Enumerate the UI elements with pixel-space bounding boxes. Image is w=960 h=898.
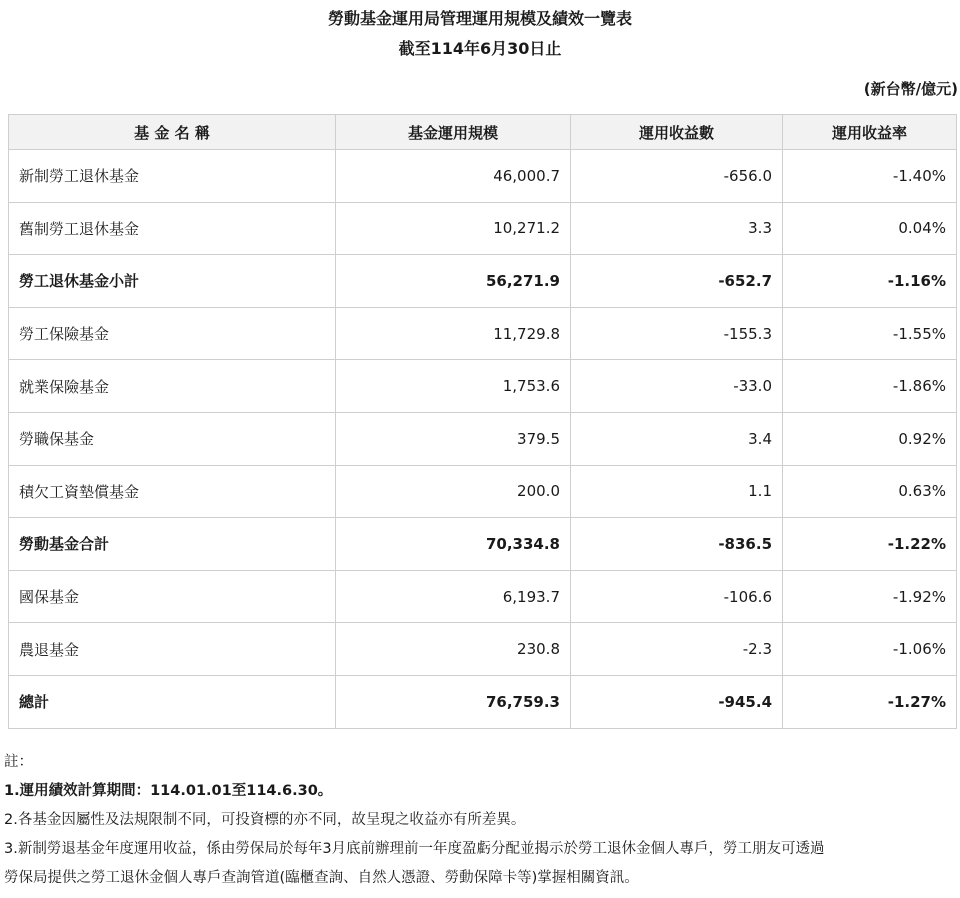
income-cell: -945.4 [571, 675, 783, 728]
scale-cell: 46,000.7 [336, 150, 571, 203]
table-row [9, 570, 957, 623]
scale-cell: 200.0 [336, 465, 571, 518]
fund-name-cell: 新制勞工退休基金 [9, 150, 336, 203]
table-row [9, 255, 957, 308]
rate-cell: 0.92% [783, 412, 957, 465]
column-header-scale: 基金運用規模 [336, 115, 571, 150]
rate-cell: -1.06% [783, 623, 957, 676]
scale-cell: 6,193.7 [336, 570, 571, 623]
table-header-row [9, 115, 957, 150]
scale-cell: 379.5 [336, 412, 571, 465]
table-row [9, 675, 957, 728]
income-cell: -106.6 [571, 570, 783, 623]
rate-cell: -1.86% [783, 360, 957, 413]
notes-heading: 註： [4, 754, 33, 770]
column-header-rate: 運用收益率 [783, 115, 957, 150]
fund-name-cell: 就業保險基金 [9, 360, 336, 413]
fund-name-cell: 舊制勞工退休基金 [9, 202, 336, 255]
income-cell: 1.1 [571, 465, 783, 518]
table-row [9, 307, 957, 360]
unit-label: (新台幣/億元) [863, 80, 958, 98]
income-cell: -652.7 [571, 255, 783, 308]
notes-section [4, 748, 960, 893]
income-cell: -155.3 [571, 307, 783, 360]
fund-table [8, 114, 957, 729]
column-header-fund-name: 基 金 名 稱 [9, 115, 336, 150]
income-cell: 3.4 [571, 412, 783, 465]
fund-name-cell: 勞工保險基金 [9, 307, 336, 360]
table-row [9, 623, 957, 676]
rate-cell: -1.92% [783, 570, 957, 623]
fund-name-cell: 積欠工資墊償基金 [9, 465, 336, 518]
scale-cell: 76,759.3 [336, 675, 571, 728]
fund-name-cell: 農退基金 [9, 623, 336, 676]
table-row [9, 465, 957, 518]
scale-cell: 10,271.2 [336, 202, 571, 255]
scale-cell: 56,271.9 [336, 255, 571, 308]
note-item: 2.各基金因屬性及法規限制不同，可投資標的亦不同，故呈現之收益亦有所差異。 [4, 812, 526, 828]
income-cell: -656.0 [571, 150, 783, 203]
income-cell: -836.5 [571, 518, 783, 571]
table-row [9, 518, 957, 571]
scale-cell: 70,334.8 [336, 518, 571, 571]
table-row [9, 360, 957, 413]
table-row [9, 412, 957, 465]
fund-name-cell: 勞動基金合計 [9, 518, 336, 571]
scale-cell: 230.8 [336, 623, 571, 676]
income-cell: -33.0 [571, 360, 783, 413]
rate-cell: 0.04% [783, 202, 957, 255]
rate-cell: -1.16% [783, 255, 957, 308]
rate-cell: -1.27% [783, 675, 957, 728]
table-row [9, 150, 957, 203]
rate-cell: 0.63% [783, 465, 957, 518]
scale-cell: 1,753.6 [336, 360, 571, 413]
note-item: 1.運用績效計算期間：114.01.01至114.6.30。 [4, 783, 333, 799]
fund-name-cell: 總計 [9, 675, 336, 728]
rate-cell: -1.40% [783, 150, 957, 203]
rate-cell: -1.22% [783, 518, 957, 571]
income-cell: -2.3 [571, 623, 783, 676]
rate-cell: -1.55% [783, 307, 957, 360]
fund-name-cell: 勞職保基金 [9, 412, 336, 465]
column-header-income: 運用收益數 [571, 115, 783, 150]
income-cell: 3.3 [571, 202, 783, 255]
table-row [9, 202, 957, 255]
fund-name-cell: 國保基金 [9, 570, 336, 623]
note-item: 3.新制勞退基金年度運用收益，係由勞保局於每年3月底前辦理前一年度盈虧分配並揭示於勞工退休金個人專戶，勞工朋友可透過 [4, 841, 825, 857]
scale-cell: 11,729.8 [336, 307, 571, 360]
page-title: 勞動基金運用局管理運用規模及績效一覽表 [327, 9, 632, 28]
date-line: 截至114年6月30日止 [398, 39, 562, 58]
fund-name-cell: 勞工退休基金小計 [9, 255, 336, 308]
note-item: 勞保局提供之勞工退休金個人專戶查詢管道(臨櫃查詢、自然人憑證、勞動保障卡等)掌握相關資訊。 [4, 870, 639, 886]
